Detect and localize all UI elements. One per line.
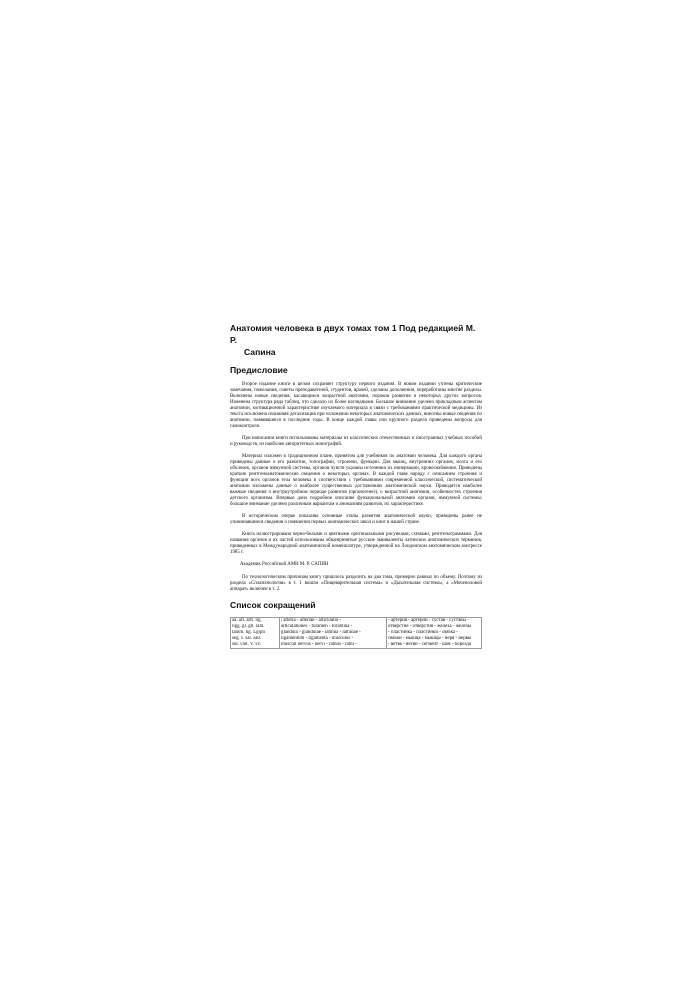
preface-paragraph-4: В историческом очерке показаны основные этапы развития анатомической науки, приведены ранее не упоминавшиеся сведения о появлении первых анатомических школ и книг в нашей стране. [230, 514, 482, 525]
preface-heading: Предисловие [230, 365, 288, 375]
table-cell-latin-abbr: aa. art. artt. lig. ligg. gl. gll. lam. lamm. lig. Lgqm seg. s. sal. sall. sut. vait. V. vv. [231, 618, 280, 649]
preface-paragraph-5: Книга иллюстрирована черно-белыми и цветными оригинальными рисунками, схемами, рентгенограммами. Для названия органов и их частей использованы общепринятые русские эквиваленты латинских анатомических терминов, приведенных в Международной анатомической номенклатуре, утвержденной на Лондонском анатомическом конгрессе 1985 г. [230, 532, 482, 555]
signature: Академик Российской АМН М. Р. САПИН [240, 562, 329, 567]
preface-paragraph-1: Второе издание книги в целом сохраняет структуру первого издания. В новом издании учтены критические замечания, пожелания, советы преподавателей, студентов, врачей, сделаны дополнения, переработаны многие разделы. Включены новые сведения, касающиеся возрастной анатомии, пороков развития и некоторых других вопросов. Изменена структура ряда таблиц, что сделало их более наглядными. Большое внимание уделено прикладным аспектам анатомии, мотивационной характеристике изучаемого материала в связи с требованиями практической медицины. Из текста исключена излишняя детализация при изложении некоторых анатомических данных, внесены новые сведения по анатомии, появившиеся в последние годы. В конце каждой главы или крупного раздела приведены вопросы для самоконтроля. [230, 382, 482, 429]
technical-note: По технологическим причинам книгу пришлось разделить на два тома, примерно равных по объему. Поэтому из раздела «Спланхнология» в т. 1 вошли «Пищеварительная система» и «Дыхательная система», а «Мочеполовой аппарат» включен в т. 2. [230, 575, 482, 592]
document-page [230, 322, 482, 649]
table-cell-latin-terms: | arteria - arteriae - articulatio - articulationes - foramen - foramina - glandula - glandulae - lamina - laminae - ligamentum - ligamenta - musculus - musculi nervus - nervi - ramus - rami - [280, 618, 387, 649]
document-title [230, 322, 482, 358]
preface-paragraph-3: Материал изложен в традиционном плане, принятом для учебников по анатомии человека. Для каждого органа приведены данные о его развитии, топографии, строении, функции. Для мышц, внутренних органов, мозга и его оболочек, органов иммунной системы, органов чувств указаны источники их иннервации, кровоснабжения. Приведены краткие рентгеноанатомические сведения о некоторых органах. В каждой главе наряду с описанием строения и функции всех органов тела человека в соответствии с требованиями современной классической, систематической анатомии изложены данные о наиболее существенных достижениях анатомической науки. Приводятся наиболее важные сведения о внутриутробном периоде развития (органогенез), о возрастной анатомии, особенностях строения детского организма. Впервые дано подробное описание функциональной анатомии органов, иммунной системы; большое внимание уделено различным вариантам и аномалиям развития, их характеристике. [230, 454, 482, 507]
abbreviations-table [230, 617, 482, 649]
table-cell-russian-terms: - артерия - артерии - сустав - суставы - отверстие - отверстия - железа - железы - пластинка - пластинки - связка - связки - мышца - мышцы - нерв - нервы - ветвь - ветви - сегмент - шов - борозда [387, 618, 482, 649]
table-row [231, 618, 482, 649]
title-line-2: Сапина [244, 347, 276, 357]
abbreviations-heading: Список сокращений [230, 600, 316, 610]
preface-paragraph-2: При написании книги использованы материалы из классических отечественных и иностранных учебных пособий и руководств, из наиболее авторитетных монографий. [230, 436, 482, 447]
title-line-1: Анатомия человека в двух томах том 1 Под редакцией М. Р. [230, 323, 476, 345]
